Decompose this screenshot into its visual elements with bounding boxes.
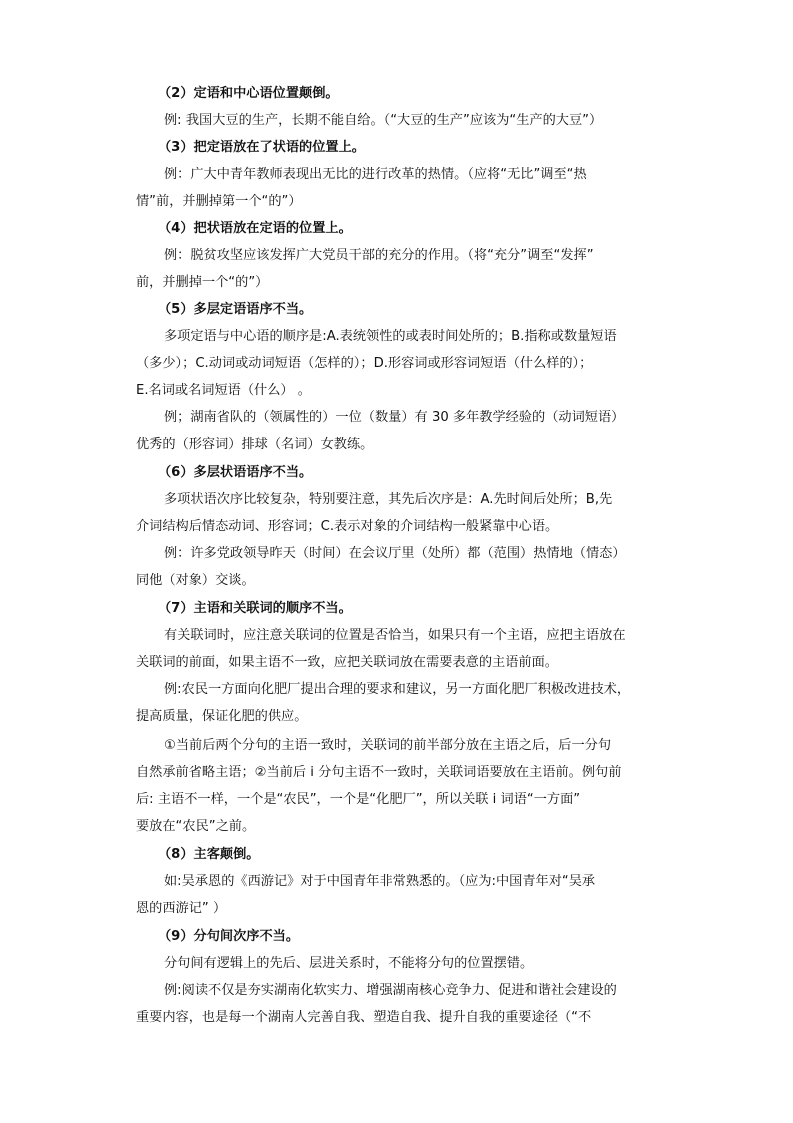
- text-line: （多少）；C.动词或动词短语（怎样的）；D.形容词或形容词短语（什么样的）；: [136, 356, 593, 371]
- text-line: 自然承前省略主语；②当前后 i 分句主语不一致时，关联词语要放在主语前。例句前: [136, 765, 622, 780]
- text-line: 例：脱贫攻坚应该发挥广大党员干部的充分的作用。（将“充分”调至“发挥”: [164, 248, 594, 263]
- text-line: E.名词或名词短语（什么） 。: [136, 383, 311, 398]
- heading-3: （3）把定语放在了状语的位置上。: [158, 140, 365, 155]
- text-line: 优秀的（形容词）排球（名词）女教练。: [136, 437, 374, 452]
- text-line: ①当前后两个分句的主语一致时，关联词的前半部分放在主语之后，后一分句: [164, 738, 612, 753]
- text-line: 前，并删掉一个“的”）: [136, 275, 269, 290]
- text-line: 例:阅读不仅是夯实湖南化软实力、增强湖南核心竞争力、促进和谐社会建设的: [164, 983, 617, 998]
- text-line: 例：广大中青年教师表现出无比的进行改革的热情。（应将“无比”调至“热: [164, 167, 587, 182]
- text-line: 同他（对象）交谈。: [136, 573, 255, 588]
- text-line: 多项定语与中心语的顺序是:A.表统领性的或表时间处所的；B.指称或数量短语: [164, 329, 617, 344]
- heading-6: （6）多层状语语序不当。: [158, 465, 313, 480]
- heading-2: （2）定语和中心语位置颠倒。: [158, 86, 339, 101]
- text-line: 介词结构后情态动词、形容词；C.表示对象的介词结构一般紧靠中心语。: [136, 519, 559, 534]
- text-line: 如:吴承恩的《西游记》对于中国青年非常熟悉的。（应为:中国青年对“吴承: [164, 874, 596, 889]
- text-line: 情”前，并删掉第一个“的”）: [136, 194, 302, 209]
- heading-9: （9）分句间次序不当。: [158, 929, 300, 944]
- text-line: 关联词的前面，如果主语不一致，应把关联词放在需要表意的主语前面。: [136, 655, 558, 670]
- text-line: 例: 我国大豆的生产，长期不能自给。（“大豆的生产”应该为“生产的大豆”）: [164, 113, 603, 128]
- heading-4: （4）把状语放在定语的位置上。: [158, 221, 352, 236]
- text-line: 例:农民一方面向化肥厂提出合理的要求和建议，另一方面化肥厂积极改进技术，: [164, 682, 631, 697]
- text-line: 例：许多党政领导昨天（时间）在会议厅里（处所）都（范围）热情地（情态）: [164, 546, 626, 561]
- text-line: 要放在“农民”之前。: [136, 819, 256, 834]
- text-line: 例；湖南省队的（领属性的）一位（数量）有 30 多年教学经验的（动词短语）: [164, 410, 625, 425]
- text-line: 多项状语次序比较复杂，特别要注意，其先后次序是：A.先时间后处所；B,先: [164, 492, 613, 507]
- text-line: 提高质量，保证化肥的供应。: [136, 709, 308, 724]
- heading-5: （5）多层定语语序不当。: [158, 302, 313, 317]
- heading-7: （7）主语和关联词的顺序不当。: [158, 601, 352, 616]
- heading-8: （8）主客颠倒。: [158, 847, 260, 862]
- text-line: 恩的西游记” ）: [136, 901, 227, 916]
- text-line: 后: 主语不一样，一个是“农民”，一个是“化肥厂”，所以关联 i 词语“一方面”: [136, 792, 581, 807]
- text-line: 重要内容，也是每一个湖南人完善自我、塑造自我、提升自我的重要途径（“不: [136, 1010, 592, 1025]
- text-line: 分句间有逻辑上的先后、层进关系时，不能将分句的位置摆错。: [164, 956, 534, 971]
- text-line: 有关联词时，应注意关联词的位置是否恰当，如果只有一个主语，应把主语放在: [164, 628, 626, 643]
